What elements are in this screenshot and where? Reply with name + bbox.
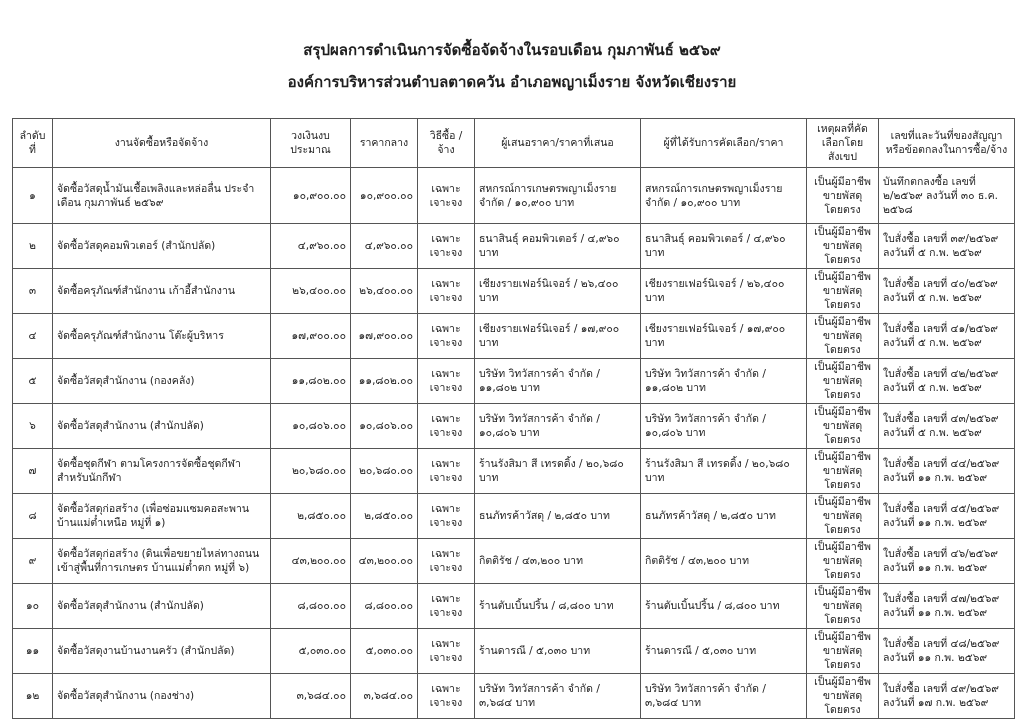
cell-bidder: เชียงรายเฟอร์นิเจอร์ / ๒๖,๔๐๐ บาท: [475, 269, 641, 314]
cell-contract: ใบสั่งซื้อ เลขที่ ๔๒/๒๕๖๙ ลงวันที่ ๕ ก.พ. ๒๕๖๙: [879, 359, 1015, 404]
cell-reason: เป็นผู้มีอาชีพขายพัสดุโดยตรง: [807, 168, 879, 224]
col-header-no: ลำดับที่: [13, 119, 53, 168]
cell-reason: เป็นผู้มีอาชีพขายพัสดุโดยตรง: [807, 449, 879, 494]
cell-no: ๑๐: [13, 584, 53, 629]
cell-median: ๒๖,๔๐๐.๐๐: [351, 269, 418, 314]
cell-item: จัดซื้อวัสดุก่อสร้าง (ดินเพื่อขยายไหล่ทางถนนเข้าสู่พื้นที่การเกษตร บ้านแม่ต๋ำตก หมู่ที่ ๖): [53, 539, 271, 584]
cell-item: จัดซื้อวัสดุน้ำมันเชื้อเพลิงและหล่อลื่น ประจำเดือน กุมภาพันธ์ ๒๕๖๙: [53, 168, 271, 224]
cell-item: จัดซื้อครุภัณฑ์สำนักงาน เก้าอี้สำนักงาน: [53, 269, 271, 314]
cell-median: ๒,๘๕๐.๐๐: [351, 494, 418, 539]
cell-no: ๖: [13, 404, 53, 449]
cell-method: เฉพาะเจาะจง: [418, 168, 475, 224]
cell-no: ๗: [13, 449, 53, 494]
cell-winner: บริษัท วิทวัสการค้า จำกัด / ๑๑,๘๐๒ บาท: [641, 359, 807, 404]
cell-median: ๔,๙๖๐.๐๐: [351, 224, 418, 269]
cell-budget: ๑๗,๙๐๐.๐๐: [271, 314, 351, 359]
cell-item: จัดซื้อวัสดุงานบ้านงานครัว (สำนักปลัด): [53, 629, 271, 674]
cell-item: จัดซื้อชุดกีฬา ตามโครงการจัดซื้อชุดกีฬาสำหรับนักกีฬา: [53, 449, 271, 494]
page-subtitle: องค์การบริหารส่วนตำบลตาดควัน อำเภอพญาเม็งราย จังหวัดเชียงราย: [287, 73, 737, 91]
cell-budget: ๑๐,๘๐๖.๐๐: [271, 404, 351, 449]
cell-no: ๘: [13, 494, 53, 539]
cell-no: ๑: [13, 168, 53, 224]
cell-budget: ๔,๙๖๐.๐๐: [271, 224, 351, 269]
cell-reason: เป็นผู้มีอาชีพขายพัสดุโดยตรง: [807, 629, 879, 674]
cell-budget: ๒๐,๖๘๐.๐๐: [271, 449, 351, 494]
cell-reason: เป็นผู้มีอาชีพขายพัสดุโดยตรง: [807, 269, 879, 314]
cell-median: ๑๗,๙๐๐.๐๐: [351, 314, 418, 359]
cell-item: จัดซื้อครุภัณฑ์สำนักงาน โต๊ะผู้บริหาร: [53, 314, 271, 359]
cell-bidder: กิตติรัช / ๔๓,๒๐๐ บาท: [475, 539, 641, 584]
table-row: [13, 269, 1015, 314]
cell-method: เฉพาะเจาะจง: [418, 674, 475, 719]
cell-reason: เป็นผู้มีอาชีพขายพัสดุโดยตรง: [807, 224, 879, 269]
cell-median: ๔๓,๒๐๐.๐๐: [351, 539, 418, 584]
cell-method: เฉพาะเจาะจง: [418, 224, 475, 269]
cell-item: จัดซื้อวัสดุสำนักงาน (สำนักปลัด): [53, 584, 271, 629]
cell-method: เฉพาะเจาะจง: [418, 359, 475, 404]
cell-no: ๙: [13, 539, 53, 584]
cell-item: จัดซื้อวัสดุสำนักงาน (กองคลัง): [53, 359, 271, 404]
cell-item: จัดซื้อวัสดุคอมพิวเตอร์ (สำนักปลัด): [53, 224, 271, 269]
cell-reason: เป็นผู้มีอาชีพขายพัสดุโดยตรง: [807, 314, 879, 359]
cell-bidder: เชียงรายเฟอร์นิเจอร์ / ๑๗,๙๐๐ บาท: [475, 314, 641, 359]
cell-winner: เชียงรายเฟอร์นิเจอร์ / ๑๗,๙๐๐ บาท: [641, 314, 807, 359]
page-title: สรุปผลการดำเนินการจัดซื้อจัดจ้างในรอบเดือน กุมภาพันธ์ ๒๕๖๙: [303, 41, 721, 59]
cell-reason: เป็นผู้มีอาชีพขายพัสดุโดยตรง: [807, 494, 879, 539]
cell-contract: ใบสั่งซื้อ เลขที่ ๔๕/๒๕๖๙ ลงวันที่ ๑๑ ก.พ. ๒๕๖๙: [879, 494, 1015, 539]
cell-budget: ๘,๘๐๐.๐๐: [271, 584, 351, 629]
cell-contract: ใบสั่งซื้อ เลขที่ ๔๔/๒๕๖๙ ลงวันที่ ๑๑ ก.พ. ๒๕๖๙: [879, 449, 1015, 494]
cell-reason: เป็นผู้มีอาชีพขายพัสดุโดยตรง: [807, 674, 879, 719]
cell-budget: ๒,๘๕๐.๐๐: [271, 494, 351, 539]
cell-method: เฉพาะเจาะจง: [418, 449, 475, 494]
cell-winner: เชียงรายเฟอร์นิเจอร์ / ๒๖,๔๐๐ บาท: [641, 269, 807, 314]
cell-no: ๔: [13, 314, 53, 359]
table-row: [13, 584, 1015, 629]
cell-method: เฉพาะเจาะจง: [418, 629, 475, 674]
cell-contract: ใบสั่งซื้อ เลขที่ ๔๑/๒๕๖๙ ลงวันที่ ๕ ก.พ. ๒๕๖๙: [879, 314, 1015, 359]
cell-no: ๓: [13, 269, 53, 314]
cell-median: ๓,๖๘๔.๐๐: [351, 674, 418, 719]
col-header-contract: เลขที่และวันที่ของสัญญาหรือข้อตกลงในการซื้อ/จ้าง: [879, 119, 1015, 168]
table-row: [13, 404, 1015, 449]
cell-bidder: ร้านดารณี / ๕,๐๓๐ บาท: [475, 629, 641, 674]
col-header-median: ราคากลาง: [351, 119, 418, 168]
table-row: [13, 539, 1015, 584]
cell-winner: บริษัท วิทวัสการค้า จำกัด / ๑๐,๘๐๖ บาท: [641, 404, 807, 449]
col-header-method: วิธีซื้อ / จ้าง: [418, 119, 475, 168]
cell-winner: ธนาสินธุ์ คอมพิวเตอร์ / ๔,๙๖๐ บาท: [641, 224, 807, 269]
cell-bidder: ร้านรังสิมา สี เทรดดิ้ง / ๒๐,๖๘๐ บาท: [475, 449, 641, 494]
cell-item: จัดซื้อวัสดุสำนักงาน (สำนักปลัด): [53, 404, 271, 449]
cell-contract: ใบสั่งซื้อ เลขที่ ๓๙/๒๕๖๙ ลงวันที่ ๕ ก.พ. ๒๕๖๙: [879, 224, 1015, 269]
table-row: [13, 168, 1015, 224]
cell-reason: เป็นผู้มีอาชีพขายพัสดุโดยตรง: [807, 584, 879, 629]
cell-contract: ใบสั่งซื้อ เลขที่ ๔๐/๒๕๖๙ ลงวันที่ ๕ ก.พ. ๒๕๖๙: [879, 269, 1015, 314]
cell-budget: ๕,๐๓๐.๐๐: [271, 629, 351, 674]
table-row: [13, 629, 1015, 674]
table-row: [13, 449, 1015, 494]
cell-method: เฉพาะเจาะจง: [418, 314, 475, 359]
cell-reason: เป็นผู้มีอาชีพขายพัสดุโดยตรง: [807, 404, 879, 449]
table-row: [13, 314, 1015, 359]
cell-winner: บริษัท วิทวัสการค้า จำกัด / ๓,๖๘๔ บาท: [641, 674, 807, 719]
cell-method: เฉพาะเจาะจง: [418, 404, 475, 449]
cell-contract: ใบสั่งซื้อ เลขที่ ๔๖/๒๕๖๙ ลงวันที่ ๑๑ ก.พ. ๒๕๖๙: [879, 539, 1015, 584]
cell-bidder: ร้านตับเบิ้นปริ้น / ๘,๘๐๐ บาท: [475, 584, 641, 629]
cell-contract: ใบสั่งซื้อ เลขที่ ๔๗/๒๕๖๙ ลงวันที่ ๑๑ ก.พ. ๒๕๖๙: [879, 584, 1015, 629]
cell-no: ๒: [13, 224, 53, 269]
cell-median: ๑๐,๙๐๐.๐๐: [351, 168, 418, 224]
cell-winner: ร้านรังสิมา สี เทรดดิ้ง / ๒๐,๖๘๐ บาท: [641, 449, 807, 494]
cell-budget: ๑๑,๘๐๒.๐๐: [271, 359, 351, 404]
col-header-winner: ผู้ที่ได้รับการคัดเลือก/ราคา: [641, 119, 807, 168]
cell-budget: ๔๓,๒๐๐.๐๐: [271, 539, 351, 584]
cell-winner: สหกรณ์การเกษตรพญาเม็งราย จำกัด / ๑๐,๙๐๐ บาท: [641, 168, 807, 224]
col-header-bidder: ผู้เสนอราคา/ราคาที่เสนอ: [475, 119, 641, 168]
cell-bidder: บริษัท วิทวัสการค้า จำกัด / ๓,๖๘๔ บาท: [475, 674, 641, 719]
table-header-row: [13, 119, 1015, 168]
cell-median: ๘,๘๐๐.๐๐: [351, 584, 418, 629]
cell-contract: ใบสั่งซื้อ เลขที่ ๔๙/๒๕๖๙ ลงวันที่ ๑๗ ก.พ. ๒๕๖๙: [879, 674, 1015, 719]
cell-reason: เป็นผู้มีอาชีพขายพัสดุโดยตรง: [807, 359, 879, 404]
cell-item: จัดซื้อวัสดุก่อสร้าง (เพื่อซ่อมแซมคอสะพาน บ้านแม่ต๋ำเหนือ หมู่ที่ ๑): [53, 494, 271, 539]
cell-method: เฉพาะเจาะจง: [418, 584, 475, 629]
col-header-reason: เหตุผลที่คัดเลือกโดยสังเขป: [807, 119, 879, 168]
cell-bidder: ธนาสินธุ์ คอมพิวเตอร์ / ๔,๙๖๐ บาท: [475, 224, 641, 269]
cell-winner: กิตติรัช / ๔๓,๒๐๐ บาท: [641, 539, 807, 584]
cell-winner: ร้านตับเบิ้นปริ้น / ๘,๘๐๐ บาท: [641, 584, 807, 629]
cell-item: จัดซื้อวัสดุสำนักงาน (กองช่าง): [53, 674, 271, 719]
cell-budget: ๑๐,๙๐๐.๐๐: [271, 168, 351, 224]
cell-reason: เป็นผู้มีอาชีพขายพัสดุโดยตรง: [807, 539, 879, 584]
table-row: [13, 494, 1015, 539]
cell-median: ๒๐,๖๘๐.๐๐: [351, 449, 418, 494]
cell-no: ๑๒: [13, 674, 53, 719]
table-row: [13, 224, 1015, 269]
cell-contract: ใบสั่งซื้อ เลขที่ ๔๓/๒๕๖๙ ลงวันที่ ๕ ก.พ. ๒๕๖๙: [879, 404, 1015, 449]
cell-median: ๕,๐๓๐.๐๐: [351, 629, 418, 674]
cell-bidder: ธนภัทรค้าวัสดุ / ๒,๘๕๐ บาท: [475, 494, 641, 539]
cell-method: เฉพาะเจาะจง: [418, 269, 475, 314]
table-row: [13, 674, 1015, 719]
cell-no: ๕: [13, 359, 53, 404]
col-header-budget: วงเงินงบประมาณ: [271, 119, 351, 168]
cell-bidder: สหกรณ์การเกษตรพญาเม็งราย จำกัด / ๑๐,๙๐๐ บาท: [475, 168, 641, 224]
cell-bidder: บริษัท วิทวัสการค้า จำกัด / ๑๑,๘๐๒ บาท: [475, 359, 641, 404]
cell-contract: บันทึกตกลงซื้อ เลขที่ ๒/๒๕๖๙ ลงวันที่ ๓๐ ธ.ค. ๒๕๖๘: [879, 168, 1015, 224]
cell-median: ๑๑,๘๐๒.๐๐: [351, 359, 418, 404]
col-header-item: งานจัดซื้อหรือจัดจ้าง: [53, 119, 271, 168]
cell-budget: ๓,๖๘๔.๐๐: [271, 674, 351, 719]
procurement-table: [12, 118, 1015, 719]
cell-budget: ๒๖,๔๐๐.๐๐: [271, 269, 351, 314]
cell-bidder: บริษัท วิทวัสการค้า จำกัด / ๑๐,๘๐๖ บาท: [475, 404, 641, 449]
cell-winner: ร้านดารณี / ๕,๐๓๐ บาท: [641, 629, 807, 674]
cell-method: เฉพาะเจาะจง: [418, 539, 475, 584]
cell-contract: ใบสั่งซื้อ เลขที่ ๔๘/๒๕๖๙ ลงวันที่ ๑๑ ก.พ. ๒๕๖๙: [879, 629, 1015, 674]
cell-no: ๑๑: [13, 629, 53, 674]
cell-method: เฉพาะเจาะจง: [418, 494, 475, 539]
cell-median: ๑๐,๘๐๖.๐๐: [351, 404, 418, 449]
cell-winner: ธนภัทรค้าวัสดุ / ๒,๘๕๐ บาท: [641, 494, 807, 539]
table-row: [13, 359, 1015, 404]
